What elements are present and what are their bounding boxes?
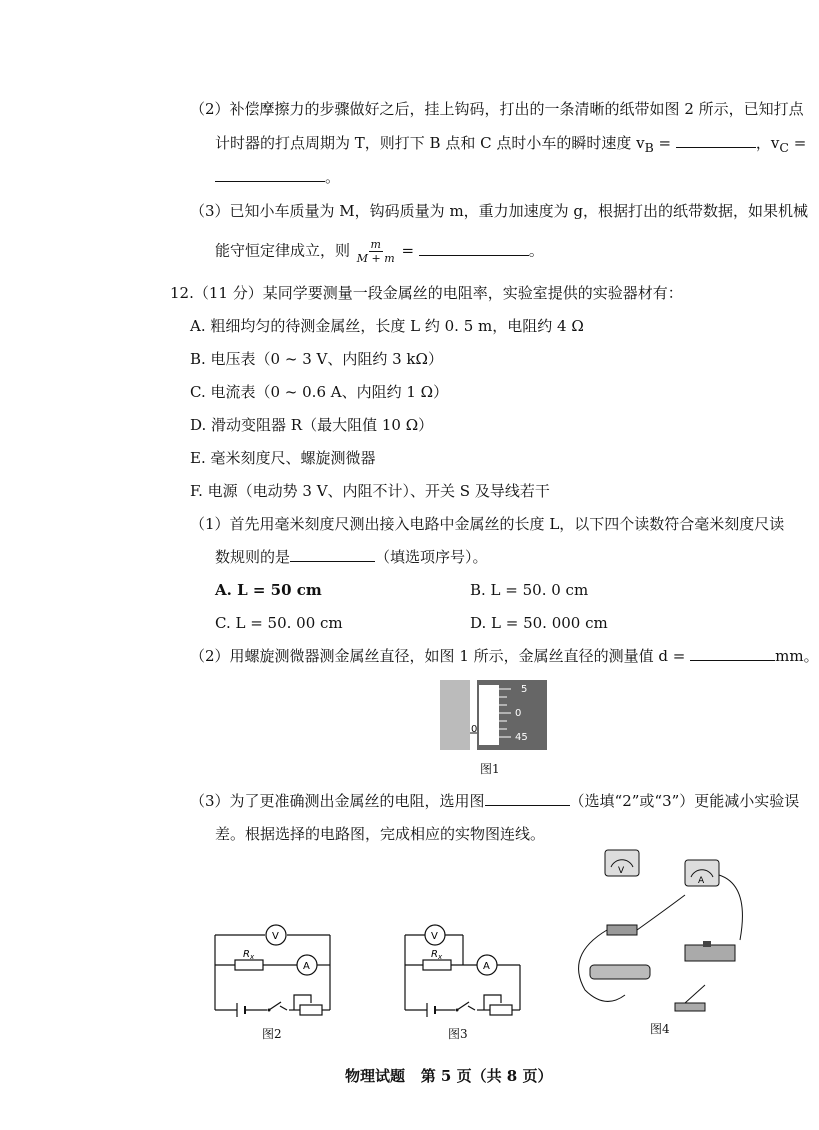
q12-part3-line2: 差。根据选择的电路图，完成相应的实物图连线。 xyxy=(215,825,546,843)
switch-lever xyxy=(269,1002,281,1010)
footer-page: 第 5 页（共 8 页） xyxy=(420,1067,553,1085)
choice-d: D. L = 50. 000 cm xyxy=(470,614,608,632)
rheostat xyxy=(300,1005,322,1015)
q12-stem: 12.（11 分）某同学要测量一段金属丝的电阻率，实验室提供的实验器材有： xyxy=(170,284,683,302)
choice-c: C. L = 50. 00 cm xyxy=(215,614,343,632)
answer-blank-choice[interactable] xyxy=(290,547,375,562)
ammeter-device-label: A xyxy=(698,876,705,886)
figure-4-label: 图4 xyxy=(650,1022,670,1036)
thimble-scale xyxy=(479,685,499,745)
resistor-label-3: $R_x$ xyxy=(431,949,443,961)
eq-sign-3: = xyxy=(401,241,419,260)
battery-device xyxy=(590,965,650,979)
option-a: A. 粗细均匀的待测金属丝，长度 L 约 0. 5 m，电阻约 4 Ω xyxy=(190,317,584,335)
answer-blank-vb[interactable] xyxy=(676,133,756,148)
option-d: D. 滑动变阻器 R（最大阻值 10 Ω） xyxy=(190,416,434,434)
option-c: C. 电流表（0 ~ 0.6 A、内阻约 1 Ω） xyxy=(190,383,449,401)
q12-part1-line2 xyxy=(215,546,488,568)
tick-label-45: 45 xyxy=(515,732,528,743)
fraction-denominator: M + m xyxy=(356,252,395,265)
switch-lever-3 xyxy=(457,1002,469,1010)
part3-line2-text: 能守恒定律成立，则 xyxy=(215,241,351,260)
main-scale-zero: 0 xyxy=(471,724,478,735)
eq-sign-2: = xyxy=(788,134,807,152)
option-f: F. 电源（电动势 3 V、内阻不计）、开关 S 及导线若干 xyxy=(190,482,550,500)
resistor-rx xyxy=(235,960,263,970)
q12-part2-text: （2）用螺旋测微器测金属丝直径，如图 1 所示，金属丝直径的测量值 d = xyxy=(190,647,686,665)
vb-subscript: B xyxy=(644,140,654,155)
resistor-label: $R_x$ xyxy=(243,949,255,961)
wire-right xyxy=(719,875,742,940)
part3-end: 。 xyxy=(528,241,544,260)
part2-line3 xyxy=(215,166,340,188)
q12-part3-line1b: （选填“2”或“3”）更能减小实验误 xyxy=(569,792,800,810)
part2-line1: （2）补偿摩擦力的步骤做好之后，挂上钩码，打出的一条清晰的纸带如图 2 所示，已知打点 xyxy=(190,100,804,118)
fraction-numerator: m xyxy=(370,238,381,251)
q12-part1-line2a: 数规则的是 xyxy=(215,548,291,566)
part3-line1: （3）已知小车质量为 M，钩码质量为 m，重力加速度为 g，根据打出的纸带数据，如果机械 xyxy=(190,202,809,220)
figure-2-circuit xyxy=(205,920,340,1025)
eq-sign: = xyxy=(653,134,676,152)
part3-line2 xyxy=(215,238,544,265)
switch-handle xyxy=(685,985,705,1003)
q12-part3-line1a: （3）为了更准确测出金属丝的电阻，选用图 xyxy=(190,792,485,810)
switch-device xyxy=(675,1003,705,1011)
answer-blank-diameter[interactable] xyxy=(690,646,775,661)
q12-part2-unit: mm。 xyxy=(775,647,819,665)
metal-wire-holder xyxy=(607,925,637,935)
q12-part3-line1 xyxy=(190,790,799,812)
voltmeter-device-label: V xyxy=(618,866,625,876)
figure-1-micrometer xyxy=(435,675,555,755)
footer-subject: 物理试题 xyxy=(345,1067,406,1085)
ammeter-a-3: A xyxy=(483,961,490,972)
choice-a: A. L = 50 cm xyxy=(215,581,322,599)
choice-b: B. L = 50. 0 cm xyxy=(470,581,589,599)
figure-2-label: 图2 xyxy=(262,1027,282,1041)
answer-blank-ratio[interactable] xyxy=(419,241,529,256)
vc-subscript: C xyxy=(779,140,789,155)
wire-to-ammeter xyxy=(637,895,685,930)
option-b: B. 电压表（0 ~ 3 V、内阻约 3 kΩ） xyxy=(190,350,443,368)
rheostat-3 xyxy=(490,1005,512,1015)
voltmeter-v-3: V xyxy=(431,931,438,942)
circuit-3-wires xyxy=(405,935,520,1010)
voltmeter-v: V xyxy=(272,931,279,942)
figure-3-label: 图3 xyxy=(448,1027,468,1041)
rheostat-slider-device xyxy=(703,941,711,947)
answer-blank-vc[interactable] xyxy=(215,167,325,182)
micrometer-anvil xyxy=(440,680,470,750)
q12-part1-line1: （1）首先用毫米刻度尺测出接入电路中金属丝的长度 L，以下四个读数符合毫米刻度尺读 xyxy=(190,515,785,533)
part2-line2 xyxy=(215,132,806,159)
figure-1-label: 图1 xyxy=(480,762,500,776)
part2-end: 。 xyxy=(325,168,341,186)
ammeter-a: A xyxy=(303,961,310,972)
q12-part1-line2b: （填选项序号）。 xyxy=(375,548,488,566)
mass-ratio-fraction xyxy=(355,238,397,265)
rheostat-device xyxy=(685,945,735,961)
part2-line2-text: 计时器的打点周期为 T，则打下 B 点和 C 点时小车的瞬时速度 v xyxy=(215,134,645,152)
q12-part2 xyxy=(190,645,819,667)
resistor-rx-3 xyxy=(423,960,451,970)
figure-3-circuit xyxy=(395,920,530,1025)
page-footer xyxy=(345,1065,552,1086)
figure-4-apparatus xyxy=(565,845,755,1020)
tick-label-5: 5 xyxy=(521,684,528,695)
option-e: E. 毫米刻度尺、螺旋测微器 xyxy=(190,449,376,467)
comma-vc: ，v xyxy=(755,134,780,152)
answer-blank-figure[interactable] xyxy=(485,791,570,806)
tick-label-0: 0 xyxy=(515,708,522,719)
